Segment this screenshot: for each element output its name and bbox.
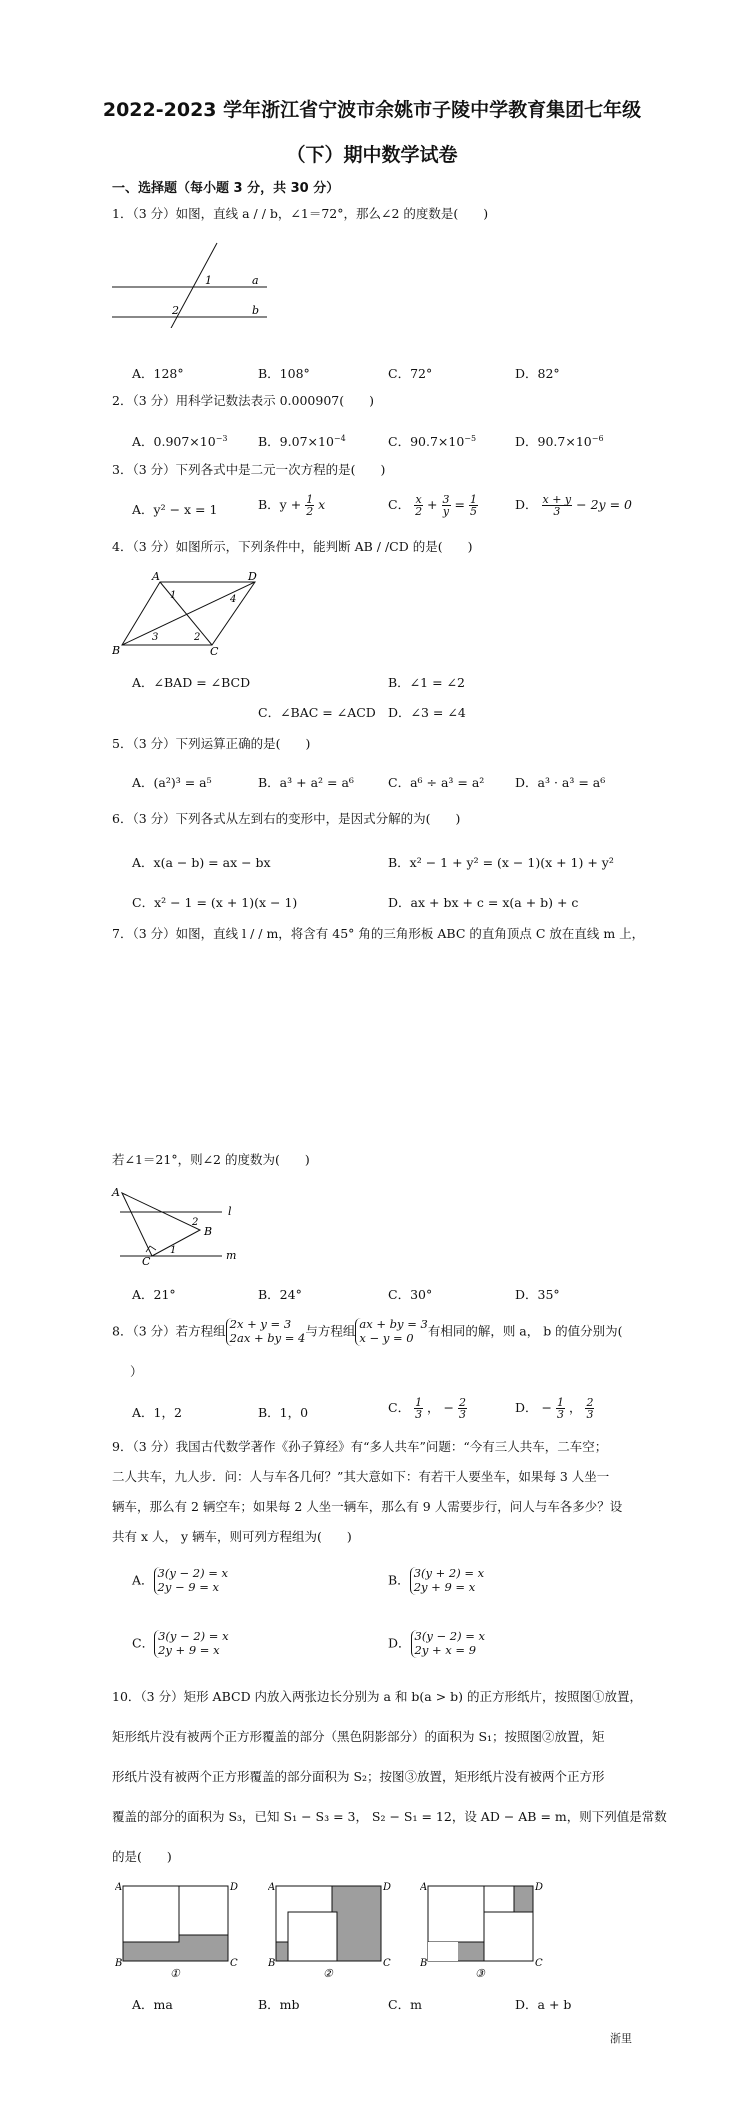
plus-sign: +: [427, 497, 438, 512]
frac-den: 5: [469, 505, 477, 518]
exam-title-line2: （下）期中数学试卷: [286, 144, 458, 166]
q2-option-a[interactable]: [132, 432, 228, 450]
q3-option-c-prefix: C．: [388, 497, 411, 512]
q7-option-c[interactable]: C．30°: [388, 1287, 433, 1302]
frac-den: 3: [586, 1408, 594, 1421]
equals-sign: =: [454, 497, 465, 512]
frac-num: 1: [415, 1396, 423, 1409]
q2-option-d-base: D．90.7×10: [515, 434, 592, 449]
fig2-label-B: B: [268, 1958, 276, 1969]
q10-line-2: 矩形纸片没有被两个正方形覆盖的部分（黑色阴影部分）的面积为 S₁；按照图②放置，矩: [112, 1729, 605, 1744]
q4-option-b[interactable]: B．∠1 = ∠2: [388, 675, 465, 690]
page-footer: 浙里: [610, 2032, 632, 2045]
eq1: 3(y − 2) = x: [414, 1629, 486, 1643]
q8-option-c-prefix: C．: [388, 1400, 411, 1415]
fig3-label-A: A: [420, 1882, 428, 1893]
q9-option-a-system: [154, 1567, 228, 1595]
q1-fig-label-2: 2: [172, 304, 179, 317]
q10-line-4: 覆盖的部分的面积为 S₃，已知 S₁ − S₃ = 3， S₂ − S₁ = 12，设 AD − AB = m，则下列值是常数: [112, 1809, 667, 1824]
fig1-label-B: B: [115, 1958, 123, 1969]
q10-option-b[interactable]: B．mb: [258, 1997, 300, 2012]
frac-den: 2: [306, 505, 314, 518]
section-choice-heading: 一、选择题（每小题 3 分，共 30 分）: [112, 181, 340, 196]
q2-option-b-base: B．9.07×10: [258, 434, 334, 449]
q2-option-b[interactable]: [258, 432, 346, 450]
q9-option-b-label: B．: [388, 1572, 410, 1588]
q3-stem: 3．（3 分）下列各式中是二元一次方程的是( ): [112, 462, 386, 477]
q8-option-d-sep: ，: [568, 1400, 582, 1415]
fig2-label-C: C: [383, 1958, 391, 1969]
q8-sys1-eq1: 2x + y = 3: [229, 1317, 292, 1331]
q5-option-d[interactable]: D．a³ · a³ = a⁶: [515, 775, 606, 790]
q8-stem-a: 8．（3 分）若方程组: [112, 1323, 226, 1339]
q8-option-d-prefix: D． −: [515, 1400, 552, 1415]
q4-option-a[interactable]: A．∠BAD = ∠BCD: [132, 675, 251, 690]
q8-option-c[interactable]: [388, 1397, 467, 1420]
fig2-label-A: A: [268, 1882, 276, 1893]
q10-option-d[interactable]: D．a + b: [515, 1997, 572, 2012]
q1-fig-label-b: b: [252, 304, 260, 317]
q10-line-5: 的是( ): [112, 1849, 172, 1864]
q10-figure-3: [420, 1880, 550, 1980]
q8-system-1: [226, 1318, 306, 1346]
q8-sys1-eq2: 2ax + by = 4: [229, 1330, 306, 1345]
q8-option-d[interactable]: [515, 1397, 594, 1420]
fig1-label-C: C: [230, 1958, 238, 1969]
q4-fig-label-3: 3: [152, 632, 159, 643]
q3-option-c-frac-3: [469, 494, 478, 517]
frac-num: 1: [556, 1396, 564, 1409]
q8-option-d-frac-2: [585, 1397, 594, 1420]
q6-stem: 6．（3 分）下列各式从左到右的变形中，是因式分解的为( ): [112, 811, 461, 826]
q1-option-a[interactable]: A．128°: [132, 366, 184, 381]
q3-option-c-frac-1: [414, 494, 423, 517]
q3-option-b[interactable]: [258, 494, 325, 517]
q4-figure: [112, 570, 272, 655]
q8-sys2-eq1: ax + by = 3: [359, 1317, 428, 1331]
q3-option-b-suffix: x: [318, 497, 326, 512]
q3-option-b-prefix: B．y +: [258, 497, 302, 512]
q4-fig-label-A: A: [152, 570, 160, 583]
q9-option-c-label: C．: [132, 1635, 155, 1651]
q4-fig-label-4: 4: [230, 594, 237, 605]
q9-option-d-label: D．: [388, 1635, 411, 1651]
q8-system-2: [355, 1318, 427, 1346]
q2-option-c-exp: −5: [464, 433, 477, 443]
q8-option-b[interactable]: B．1，0: [258, 1405, 309, 1420]
fig1-label-A: A: [115, 1882, 123, 1893]
q9-option-c[interactable]: [132, 1630, 229, 1658]
q7-fig-label-1: 1: [170, 1245, 177, 1256]
q3-option-c-frac-2: [442, 494, 451, 517]
q5-option-a[interactable]: A．(a²)³ = a⁵: [132, 775, 212, 790]
frac-den: y: [442, 505, 450, 518]
q4-fig-label-B: B: [112, 644, 121, 655]
frac-den: 3: [556, 1408, 564, 1421]
q4-fig-label-C: C: [210, 645, 219, 655]
frac-num: 2: [458, 1396, 466, 1409]
q8-option-c-sep: ， −: [427, 1400, 454, 1415]
q1-fig-label-1: 1: [205, 274, 212, 287]
q10-figure-2: [268, 1880, 398, 1980]
q6-option-a[interactable]: A．x(a − b) = ax − bx: [132, 855, 271, 870]
eq2: 2y + x = 9: [414, 1642, 477, 1657]
q1-option-c[interactable]: C．72°: [388, 366, 433, 381]
q2-option-d[interactable]: [515, 432, 604, 450]
q2-option-a-base: A．0.907×10: [132, 434, 216, 449]
q9-option-a-label: A．: [132, 1572, 154, 1588]
q2-option-b-exp: −4: [333, 433, 346, 443]
q1-stem: 1．（3 分）如图，直线 a / / b，∠1＝72°，那么∠2 的度数是( ): [112, 206, 489, 221]
q9-option-b[interactable]: [388, 1567, 484, 1595]
eq2: 2y − 9 = x: [157, 1579, 220, 1594]
q7-fig-label-l: l: [228, 1205, 232, 1218]
q8-option-c-frac-2: [458, 1397, 467, 1420]
q1-option-b[interactable]: B．108°: [258, 366, 310, 381]
fig1-number: ①: [170, 1967, 180, 1980]
q7-figure: [110, 1185, 240, 1265]
q4-fig-label-1: 1: [170, 590, 177, 601]
eq1: 3(y − 2) = x: [158, 1629, 229, 1643]
q8-option-d-frac-1: [556, 1397, 565, 1420]
eq2: 2y + 9 = x: [158, 1642, 220, 1657]
q9-line-4: 共有 x 人， y 辆车，则可列方程组为( ): [112, 1529, 352, 1544]
q2-stem: 2．（3 分）用科学记数法表示 0.000907( ): [112, 393, 375, 408]
q7-stem-continued: 若∠1＝21°，则∠2 的度数为( ): [112, 1152, 310, 1167]
q9-option-a[interactable]: [132, 1567, 228, 1595]
q7-fig-label-C: C: [142, 1255, 151, 1265]
q4-fig-label-D: D: [248, 570, 257, 583]
frac-den: 3: [458, 1408, 466, 1421]
q6-option-c[interactable]: C．x² − 1 = (x + 1)(x − 1): [132, 895, 298, 910]
frac-num: 3: [442, 493, 450, 506]
q1-option-d[interactable]: D．82°: [515, 366, 560, 381]
q4-fig-label-2: 2: [194, 632, 201, 643]
frac-num: x + y: [542, 493, 572, 506]
q2-option-d-exp: −6: [591, 433, 604, 443]
q4-option-d[interactable]: D．∠3 = ∠4: [388, 705, 466, 720]
q8-sys2-eq2: x − y = 0: [359, 1330, 414, 1345]
q3-option-d-frac: [542, 494, 573, 517]
q7-fig-label-2: 2: [192, 1217, 199, 1228]
exam-title-line1: 2022-2023 学年浙江省宁波市余姚市子陵中学教育集团七年级: [102, 99, 642, 121]
q10-figure-1: [115, 1880, 245, 1980]
q8-stem: [112, 1318, 672, 1346]
fig2-number: ②: [323, 1967, 333, 1980]
frac-den: 2: [415, 505, 423, 518]
q4-stem: 4．（3 分）如图所示，下列条件中，能判断 AB / /CD 的是( ): [112, 539, 473, 554]
q7-option-b[interactable]: B．24°: [258, 1287, 302, 1302]
q9-option-d-system: [411, 1630, 485, 1658]
q8-option-c-frac-1: [414, 1397, 423, 1420]
q8-stem-b: 与方程组: [305, 1323, 356, 1339]
q2-option-a-exp: −3: [215, 433, 228, 443]
q5-stem: 5．（3 分）下列运算正确的是( ): [112, 736, 311, 751]
q7-stem: 7．（3 分）如图，直线 l / / m，将含有 45° 角的三角形板 ABC 的直角顶点 C 放在直线 m 上，: [112, 926, 645, 941]
fig3-number: ③: [475, 1967, 485, 1980]
q3-option-d-suffix: − 2y = 0: [576, 497, 632, 512]
frac-num: x: [415, 493, 422, 506]
q9-option-d[interactable]: [388, 1630, 485, 1658]
q10-line-3: 形纸片没有被两个正方形覆盖的部分面积为 S₂；按图③放置，矩形纸片没有被两个正方形: [112, 1769, 605, 1784]
q7-fig-label-A: A: [112, 1186, 120, 1199]
q8-option-a[interactable]: A．1，2: [132, 1405, 182, 1420]
q3-option-d[interactable]: [515, 494, 632, 517]
q9-line-3: 辆车，那么有 2 辆空车；如果每 2 人坐一辆车，那么有 9 人需要步行，问人与车各多少？设: [112, 1499, 623, 1514]
q5-option-c[interactable]: C．a⁶ ÷ a³ = a²: [388, 775, 485, 790]
frac-num: 2: [586, 1396, 594, 1409]
q9-option-b-system: [410, 1567, 484, 1595]
q3-option-b-frac: [305, 494, 314, 517]
q10-option-c[interactable]: C．m: [388, 1997, 422, 2012]
q6-option-b[interactable]: B．x² − 1 + y² = (x − 1)(x + 1) + y²: [388, 855, 614, 870]
eq1: 3(y + 2) = x: [413, 1566, 485, 1580]
fig3-label-C: C: [535, 1958, 543, 1969]
q3-option-c[interactable]: [388, 494, 478, 517]
frac-den: 3: [415, 1408, 423, 1421]
q10-line-1: 10．（3 分）矩形 ABCD 内放入两张边长分别为 a 和 b(a > b) 的正方形纸片，按照图①放置，: [112, 1689, 643, 1704]
fig2-label-D: D: [383, 1882, 392, 1893]
q6-option-d[interactable]: D．ax + bx + c = x(a + b) + c: [388, 895, 579, 910]
eq2: 2y + 9 = x: [413, 1579, 476, 1594]
q3-option-d-prefix: D．: [515, 497, 538, 512]
q10-option-a[interactable]: A．ma: [132, 1997, 173, 2012]
q7-option-a[interactable]: A．21°: [132, 1287, 176, 1302]
frac-num: 1: [469, 493, 477, 506]
q3-option-a[interactable]: A．y² − x = 1: [132, 502, 218, 517]
q7-fig-label-m: m: [226, 1249, 237, 1262]
q9-option-c-system: [154, 1630, 228, 1658]
frac-den: 3: [553, 505, 561, 518]
q9-line-1: 9．（3 分）我国古代数学著作《孙子算经》有“多人共车”问题：“今有三人共车，二车空；: [112, 1439, 608, 1454]
eq1: 3(y − 2) = x: [157, 1566, 229, 1580]
fig3-label-D: D: [535, 1882, 544, 1893]
q5-option-b[interactable]: B．a³ + a² = a⁶: [258, 775, 354, 790]
fig1-label-D: D: [230, 1882, 239, 1893]
q2-option-c-base: C．90.7×10: [388, 434, 465, 449]
q9-line-2: 二人共车，九人步．问：人与车各几何？”其大意如下：有若干人要坐车，如果每 3 人坐一: [112, 1469, 610, 1484]
q8-stem-c: 有相同的解，则 a， b 的值分别为(: [427, 1323, 623, 1339]
q7-fig-label-B: B: [204, 1225, 213, 1238]
q4-option-c[interactable]: C．∠BAC = ∠ACD: [258, 705, 376, 720]
q1-figure: [112, 238, 282, 328]
q2-option-c[interactable]: [388, 432, 476, 450]
q8-stem-end: ）: [130, 1364, 143, 1379]
q7-option-d[interactable]: D．35°: [515, 1287, 560, 1302]
frac-num: 1: [306, 493, 314, 506]
fig3-label-B: B: [420, 1958, 428, 1969]
q1-fig-label-a: a: [252, 274, 259, 287]
